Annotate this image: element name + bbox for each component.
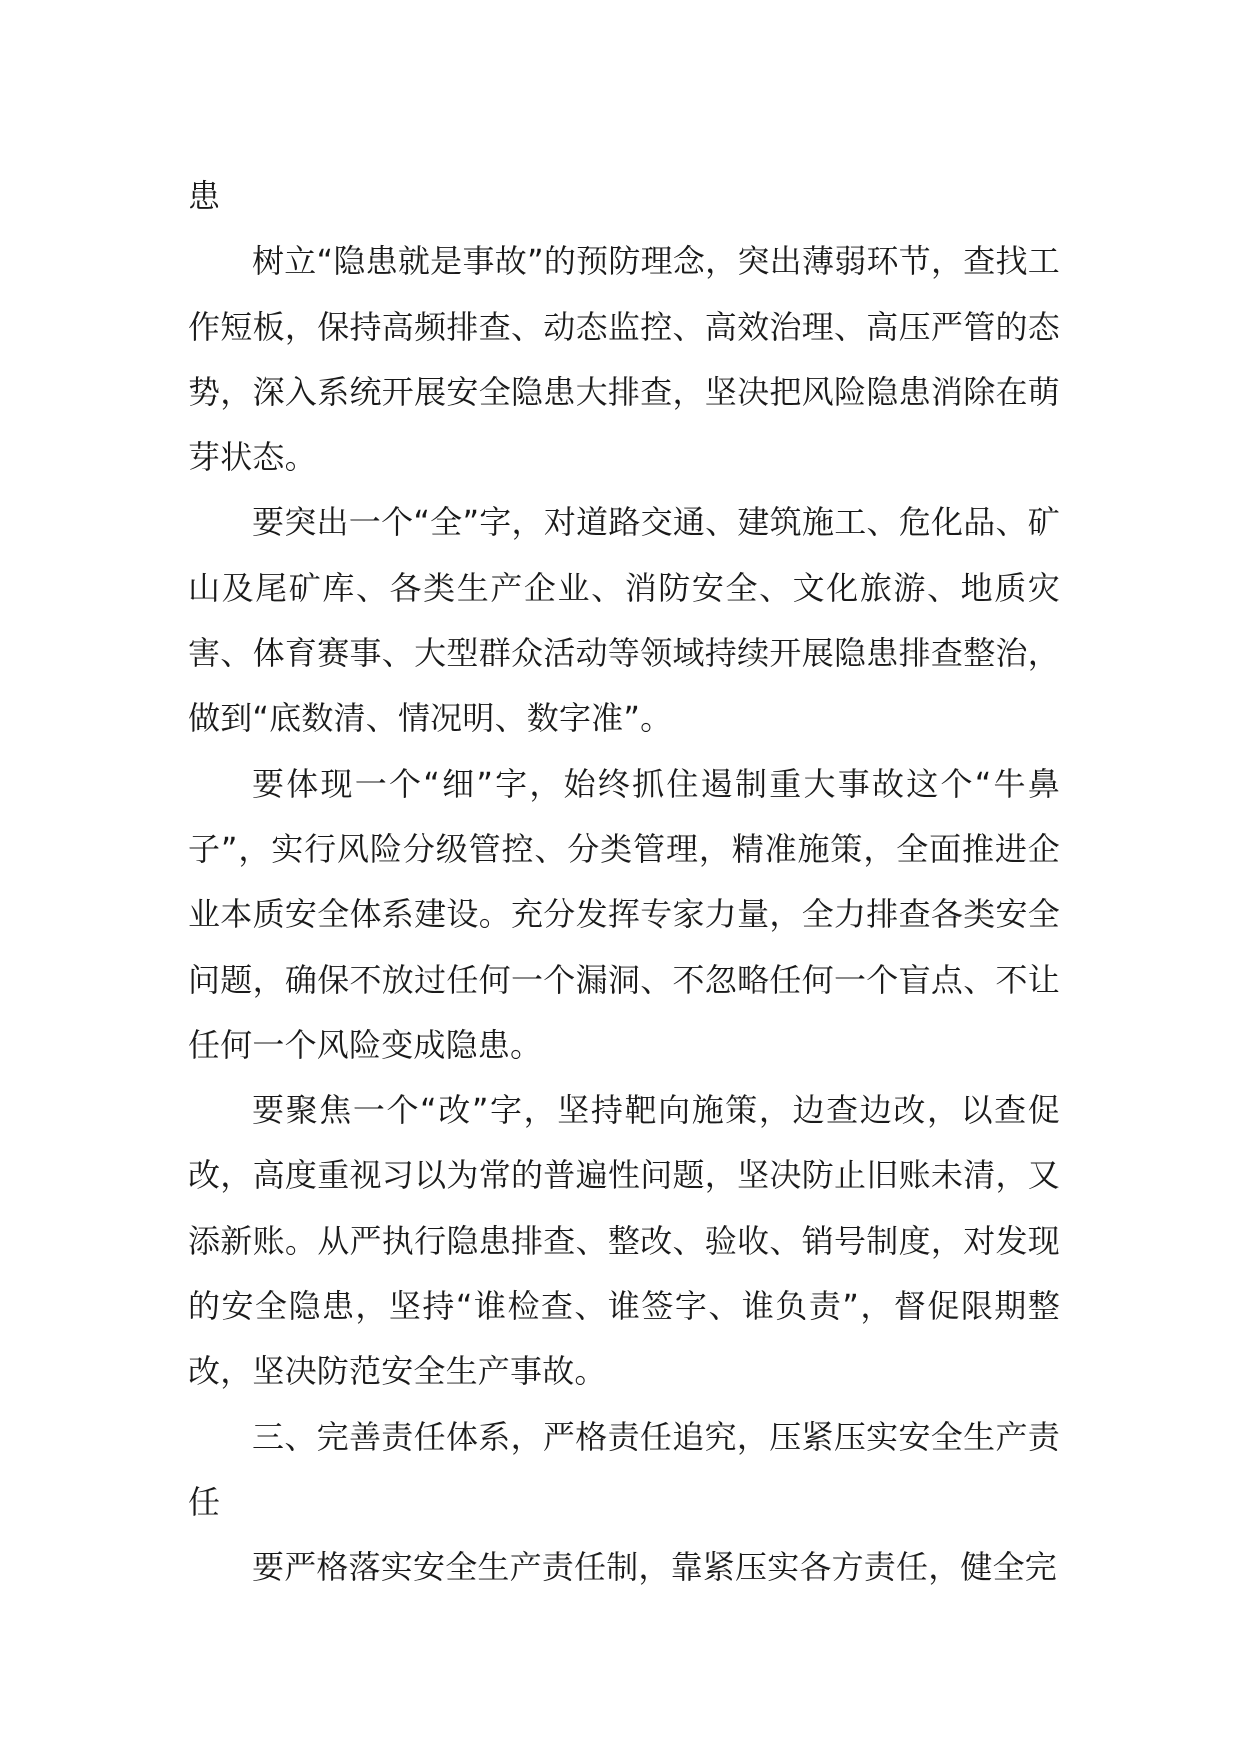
- paragraph-responsibility: 要严格落实安全生产责任制，靠紧压实各方责任，健全完: [252, 1548, 1058, 1587]
- paragraph-comprehensive: 要突出一个“全”字，对道路交通、建筑施工、危化品、矿山及尾矿库、各类生产企业、消防安全、文化旅游、地质灾害、体育赛事、大型群众活动等领域持续开展隐患排查整治，做到“底数清、情况明、数字准”。: [188, 503, 1060, 738]
- paragraph-detailed: 要体现一个“细”字，始终抓住遏制重大事故这个“牛鼻子”，实行风险分级管控、分类管理，精准施策，全面推进企业本质安全体系建设。充分发挥专家力量，全力排查各类安全问题，确保不放过任何一个漏洞、不忽略任何一个盲点、不让任何一个风险变成隐患。: [188, 764, 1060, 1064]
- section-heading: 三、完善责任体系，严格责任追究，压紧压实安全生产责任: [188, 1417, 1060, 1521]
- paragraph-prevention-concept: 树立“隐患就是事故”的预防理念，突出薄弱环节，查找工作短板，保持高频排查、动态监控、高效治理、高压严管的态势，深入系统开展安全隐患大排查，坚决把风险隐患消除在萌芽状态。: [188, 242, 1060, 477]
- document-body: [188, 164, 1060, 1601]
- paragraph-rectification: 要聚焦一个“改”字，坚持靶向施策，边查边改，以查促改，高度重视习以为常的普遍性问题，坚决防止旧账未清，又添新账。从严执行隐患排查、整改、验收、销号制度，对发现的安全隐患，坚持“谁检查、谁签字、谁负责”，督促限期整改，坚决防范安全生产事故。: [188, 1091, 1060, 1391]
- paragraph-continuation: 患: [188, 177, 221, 215]
